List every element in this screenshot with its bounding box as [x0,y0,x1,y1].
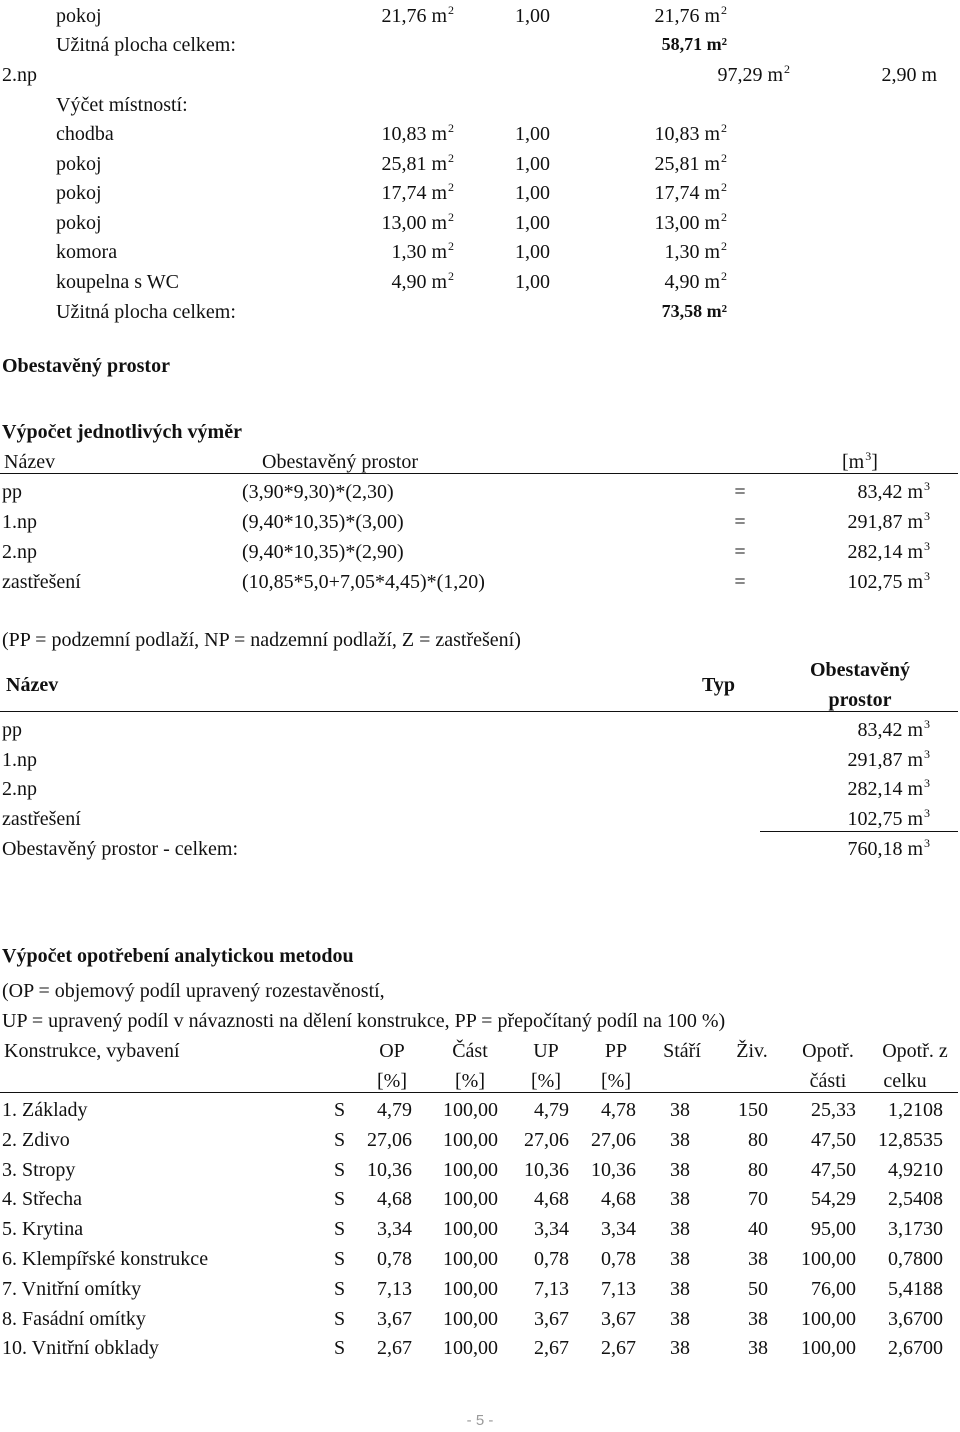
wear-col-up: UP [533,1040,559,1062]
sum-row-name: 2.np [2,778,37,800]
wear-row-ziv: 70 [748,1188,768,1211]
wear-row-ziv: 50 [748,1277,768,1300]
page-number: - 5 - [466,1412,494,1429]
wear-row-opotr-celku: 1,2108 [888,1099,943,1121]
wear-row-stari: 38 [670,1277,690,1300]
wear-row-up: 2,67 [534,1337,569,1360]
wear-row-opotr-celku: 2,5408 [888,1188,943,1211]
section-heading: Obestavěný prostor [2,355,170,377]
wear-row-stari: 38 [670,1128,690,1151]
room-area: 10,83 $m^2$ [381,121,454,145]
room-result: 25,81 $m^2$ [654,150,727,175]
wear-col-name: Konstrukce, vybavení [4,1040,180,1062]
wear-row-type: S [334,1248,346,1270]
sum-row-value: 291,87 $m^3$ [847,746,930,771]
room-list-label: Výčet místností: [56,94,188,116]
col-header-unit: $[m^3]$ [842,449,878,473]
wear-row-name: 4. Střecha [2,1188,82,1211]
calc-row-value: 102,75 $m^3$ [847,569,930,593]
room-coef: 1,00 [515,211,550,234]
calc-row-formula: (9,40*10,35)*(2,90) [242,541,404,563]
wear-row-pp: 27,06 [591,1128,636,1151]
wear-row-opotr-casti: 76,00 [811,1277,856,1300]
calc-row-value: 282,14 $m^3$ [847,539,930,563]
wear-row-name: 5. Krytina [2,1218,84,1241]
wear-row-stari: 38 [670,1188,690,1211]
room-name: koupelna s WC [56,270,179,293]
wear-row-up: 3,34 [534,1218,569,1241]
wear-unit-opotr-celku: celku [883,1070,927,1092]
wear-row-up: 0,78 [534,1248,569,1270]
wear-row-stari: 38 [670,1099,690,1121]
wear-row-op: 0,78 [377,1248,412,1270]
wear-unit-pp: [%] [601,1070,631,1092]
wear-row-name: 2. Zdivo [2,1128,70,1151]
sum-header-divider [0,711,958,712]
wear-row-pp: 3,34 [601,1218,636,1241]
room-name: pokoj [56,182,102,204]
col-header-name: Název [4,451,56,473]
room-name: pokoj [56,152,102,175]
calc-row-name: pp [2,481,22,503]
wear-row-opotr-casti: 95,00 [811,1218,856,1241]
room-coef: 1,00 [515,270,550,293]
wear-col-op: OP [379,1040,405,1062]
wear-heading: Výpočet opotřebení analytickou metodou [2,945,354,967]
wear-row-cast: 100,00 [443,1158,498,1181]
wear-row-stari: 38 [670,1248,690,1270]
wear-row-type: S [334,1218,346,1241]
wear-row-name: 3. Stropy [2,1158,76,1181]
sum-row-name: zastřešení [2,807,81,830]
wear-col-opotr-casti: Opotř. [802,1040,854,1062]
wear-col-cast: Část [452,1040,488,1062]
sum-total-divider [760,831,958,832]
wear-row-op: 3,34 [377,1218,412,1241]
wear-row-pp: 7,13 [601,1277,636,1300]
calc-row-equals: = [734,571,746,593]
wear-row-type: S [334,1158,346,1181]
wear-row-type: S [334,1188,346,1211]
wear-row-opotr-celku: 12,8535 [878,1128,943,1151]
wear-row-up: 10,36 [524,1158,569,1181]
wear-row-cast: 100,00 [443,1277,498,1300]
wear-note-2: UP = upravený podíl v návaznosti na dělení konstrukce, PP = přepočítaný podíl na 100 %) [2,1010,726,1032]
sum-row-value: 83,42 $m^3$ [857,717,930,741]
wear-row-opotr-celku: 2,6700 [888,1337,943,1360]
calc-row-formula: (9,40*10,35)*(3,00) [242,511,404,533]
wear-row-type: S [334,1337,346,1360]
wear-row-opotr-casti: 25,33 [811,1099,856,1121]
usable-area-label: Užitná plocha celkem: [56,301,236,323]
calc-row-formula: (3,90*9,30)*(2,30) [242,481,394,503]
wear-row-type: S [334,1307,346,1330]
wear-row-opotr-celku: 3,1730 [888,1218,943,1241]
room-coef: 1,00 [515,123,550,145]
wear-row-opotr-casti: 100,00 [801,1307,856,1330]
room-coef: 1,00 [515,152,550,175]
room-coef: 1,00 [515,182,550,204]
wear-row-name: 10. Vnitřní obklady [2,1337,159,1360]
wear-row-cast: 100,00 [443,1337,498,1360]
wear-row-opotr-casti: 100,00 [801,1337,856,1360]
room-name: komora [56,241,118,263]
wear-row-opotr-celku: 4,9210 [888,1158,943,1181]
wear-row-pp: 3,67 [601,1307,636,1330]
wear-row-pp: 2,67 [601,1337,636,1360]
wear-row-name: 6. Klempířské konstrukce [2,1248,209,1270]
wear-row-name: 8. Fasádní omítky [2,1307,146,1330]
floor-height: 2,90 m [881,64,937,86]
wear-row-opotr-celku: 0,7800 [888,1248,943,1270]
wear-row-opotr-casti: 47,50 [811,1158,856,1181]
room-coef: 1,00 [515,241,550,263]
wear-row-ziv: 40 [748,1218,768,1241]
wear-col-stari: Stáří [663,1040,701,1062]
wear-row-opotr-casti: 47,50 [811,1128,856,1151]
wear-col-opotr-celku: Opotř. z [882,1040,948,1062]
wear-row-pp: 4,78 [601,1099,636,1121]
wear-row-opotr-casti: 100,00 [801,1248,856,1270]
room-area: 25,81 $m^2$ [381,150,454,175]
room-area: 4,90 $m^2$ [391,268,454,293]
wear-row-op: 4,79 [377,1099,412,1121]
calc-row-name: zastřešení [2,571,81,593]
calc-row-formula: (10,85*5,0+7,05*4,45)*(1,20) [242,571,485,593]
sum-row-value: 282,14 $m^3$ [847,776,930,800]
wear-row-op: 3,67 [377,1307,412,1330]
sum-col-type: Typ [702,674,735,696]
wear-row-stari: 38 [670,1307,690,1330]
room-area: 1,30 $m^2$ [391,239,454,263]
calc-row-value: 83,42 $m^3$ [857,479,930,503]
wear-unit-op: [%] [377,1070,407,1092]
room-result: 1,30 $m^2$ [664,239,727,263]
wear-row-cast: 100,00 [443,1099,498,1121]
wear-row-op: 10,36 [367,1158,412,1181]
wear-row-cast: 100,00 [443,1307,498,1330]
calc-row-name: 1.np [2,511,37,533]
usable-area-total: 58,71 m² [661,34,727,54]
wear-row-opotr-celku: 3,6700 [888,1307,943,1330]
sum-total-label: Obestavěný prostor - celkem: [2,838,239,860]
floor-label: 2.np [2,64,37,86]
room-result: 13,00 $m^2$ [654,209,727,234]
room-name: pokoj [56,5,102,27]
wear-row-ziv: 38 [748,1337,768,1360]
wear-row-up: 27,06 [524,1128,569,1151]
wear-header-divider [0,1092,958,1093]
sum-row-value: 102,75 $m^3$ [847,805,930,830]
calc-row-value: 291,87 $m^3$ [847,509,930,533]
floor-area: 97,29 $m^2$ [717,62,790,86]
wear-row-opotr-celku: 5,4188 [888,1277,943,1300]
wear-row-name: 7. Vnitřní omítky [2,1277,142,1300]
wear-unit-up: [%] [531,1070,561,1092]
usable-area-total: 73,58 m² [661,301,727,321]
sum-col-value-line2: prostor [828,689,892,711]
room-name: chodba [56,123,114,145]
wear-row-stari: 38 [670,1218,690,1241]
calc-row-equals: = [734,481,746,503]
wear-row-pp: 4,68 [601,1188,636,1211]
room-area: 17,74 $m^2$ [381,180,454,204]
room-name: pokoj [56,211,102,234]
room-result: 21,76 $m^2$ [654,3,727,27]
wear-row-opotr-casti: 54,29 [811,1188,856,1211]
wear-row-type: S [334,1099,346,1121]
wear-row-ziv: 80 [748,1128,768,1151]
sum-col-value-line1: Obestavěný [810,659,910,681]
wear-row-up: 4,68 [534,1188,569,1211]
wear-row-ziv: 38 [748,1307,768,1330]
room-result: 10,83 $m^2$ [654,121,727,145]
wear-row-up: 7,13 [534,1277,569,1300]
wear-row-pp: 10,36 [591,1158,636,1181]
wear-row-op: 27,06 [367,1128,412,1151]
wear-row-stari: 38 [670,1158,690,1181]
abbrev-legend: (PP = podzemní podlaží, NP = nadzemní podlaží, Z = zastřešení) [2,629,521,651]
sum-col-name: Název [6,674,59,696]
wear-row-op: 2,67 [377,1337,412,1360]
calc-row-equals: = [734,541,746,563]
room-coef: 1,00 [515,5,550,27]
wear-row-ziv: 80 [748,1158,768,1181]
room-area: 21,76 $m^2$ [381,3,454,27]
wear-col-pp: PP [604,1040,628,1062]
wear-note-1: (OP = objemový podíl upravený rozestavěností, [2,980,385,1002]
sum-row-name: 1.np [2,748,37,771]
room-result: 4,90 $m^2$ [664,268,727,293]
wear-row-up: 4,79 [534,1099,569,1121]
wear-unit-cast: [%] [455,1070,485,1092]
wear-row-up: 3,67 [534,1307,569,1330]
wear-row-op: 7,13 [377,1277,412,1300]
calc-heading: Výpočet jednotlivých výměr [2,421,242,443]
header-divider [0,473,958,474]
wear-row-cast: 100,00 [443,1218,498,1241]
wear-row-cast: 100,00 [443,1188,498,1211]
usable-area-label: Užitná plocha celkem: [56,34,236,56]
wear-row-stari: 38 [670,1337,690,1360]
col-header-prostor: Obestavěný prostor [262,451,419,473]
wear-row-op: 4,68 [377,1188,412,1211]
room-area: 13,00 $m^2$ [381,209,454,234]
wear-row-cast: 100,00 [443,1128,498,1151]
sum-total-value: 760,18 $m^3$ [847,836,930,860]
calc-row-equals: = [734,511,746,533]
calc-row-name: 2.np [2,541,37,563]
wear-row-type: S [334,1128,346,1151]
wear-row-ziv: 150 [738,1099,768,1121]
wear-row-name: 1. Základy [2,1099,88,1121]
wear-row-ziv: 38 [748,1248,768,1270]
wear-unit-opotr-casti: části [809,1070,847,1092]
wear-row-cast: 100,00 [443,1248,498,1270]
wear-row-pp: 0,78 [601,1248,636,1270]
room-result: 17,74 $m^2$ [654,180,727,204]
sum-row-name: pp [2,719,22,741]
wear-col-ziv: Živ. [736,1040,768,1062]
wear-row-type: S [334,1277,346,1300]
